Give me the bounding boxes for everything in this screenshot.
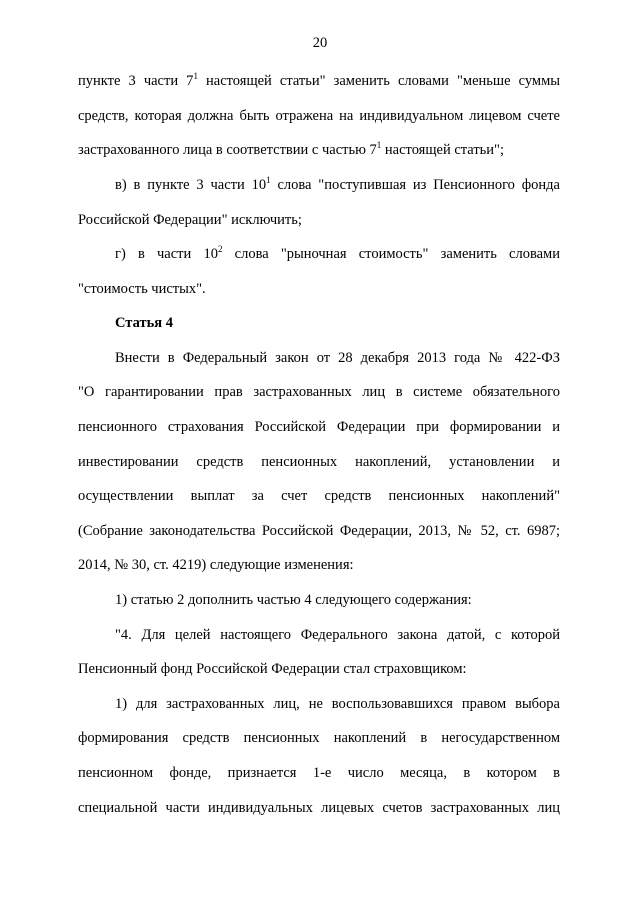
text-line: г) в части $10^2$ слова "рыночная стоимость" заменить словами [115,244,560,262]
text-line: "О гарантировании прав застрахованных лиц в системе обязательного [78,384,560,400]
text-line: формирования средств пенсионных накоплений в негосударственном [78,730,560,746]
text-line: Пенсионный фонд Российской Федерации стал страховщиком: [78,661,467,677]
text-line: пенсионном фонде, признается 1-е число месяца, в котором в [78,765,560,781]
text-line: средств, которая должна быть отражена на индивидуальном лицевом счете [78,108,560,124]
page-number: 20 [312,35,328,51]
text-line: "4. Для целей настоящего Федерального закона датой, с которой [115,627,560,643]
text-line: застрахованного лица в соответствии с частью $7^1$ настоящей статьи"; [78,140,504,158]
text-line: 1) статью 2 дополнить частью 4 следующего содержания: [115,592,472,608]
text-line: пенсионного страхования Российской Федерации при формировании и [78,419,560,435]
text-line: 2014, № 30, ст. 4219) следующие изменения: [78,557,354,573]
text-line: (Собрание законодательства Российской Федерации, 2013, № 52, ст. 6987; [78,523,560,539]
text-line: пункте 3 части $7^1$ настоящей статьи" заменить словами "меньше суммы [78,71,561,89]
text-line: 1) для застрахованных лиц, не воспользовавшихся правом выбора [115,696,560,712]
text-line: Российской Федерации" исключить; [78,212,302,228]
article-heading: Статья 4 [115,315,173,331]
text-line: "стоимость чистых". [78,281,206,297]
text-line: инвестировании средств пенсионных накоплений, установлении и [78,454,560,470]
text-line: специальной части индивидуальных лицевых счетов застрахованных лиц [78,800,560,816]
text-line: Внести в Федеральный закон от 28 декабря 2013 года № 422-ФЗ [115,350,560,366]
text-line: в) в пункте 3 части $10^1$ слова "поступившая из Пенсионного фонда [115,175,560,193]
text-line: осуществлении выплат за счет средств пенсионных накоплений" [78,488,560,504]
